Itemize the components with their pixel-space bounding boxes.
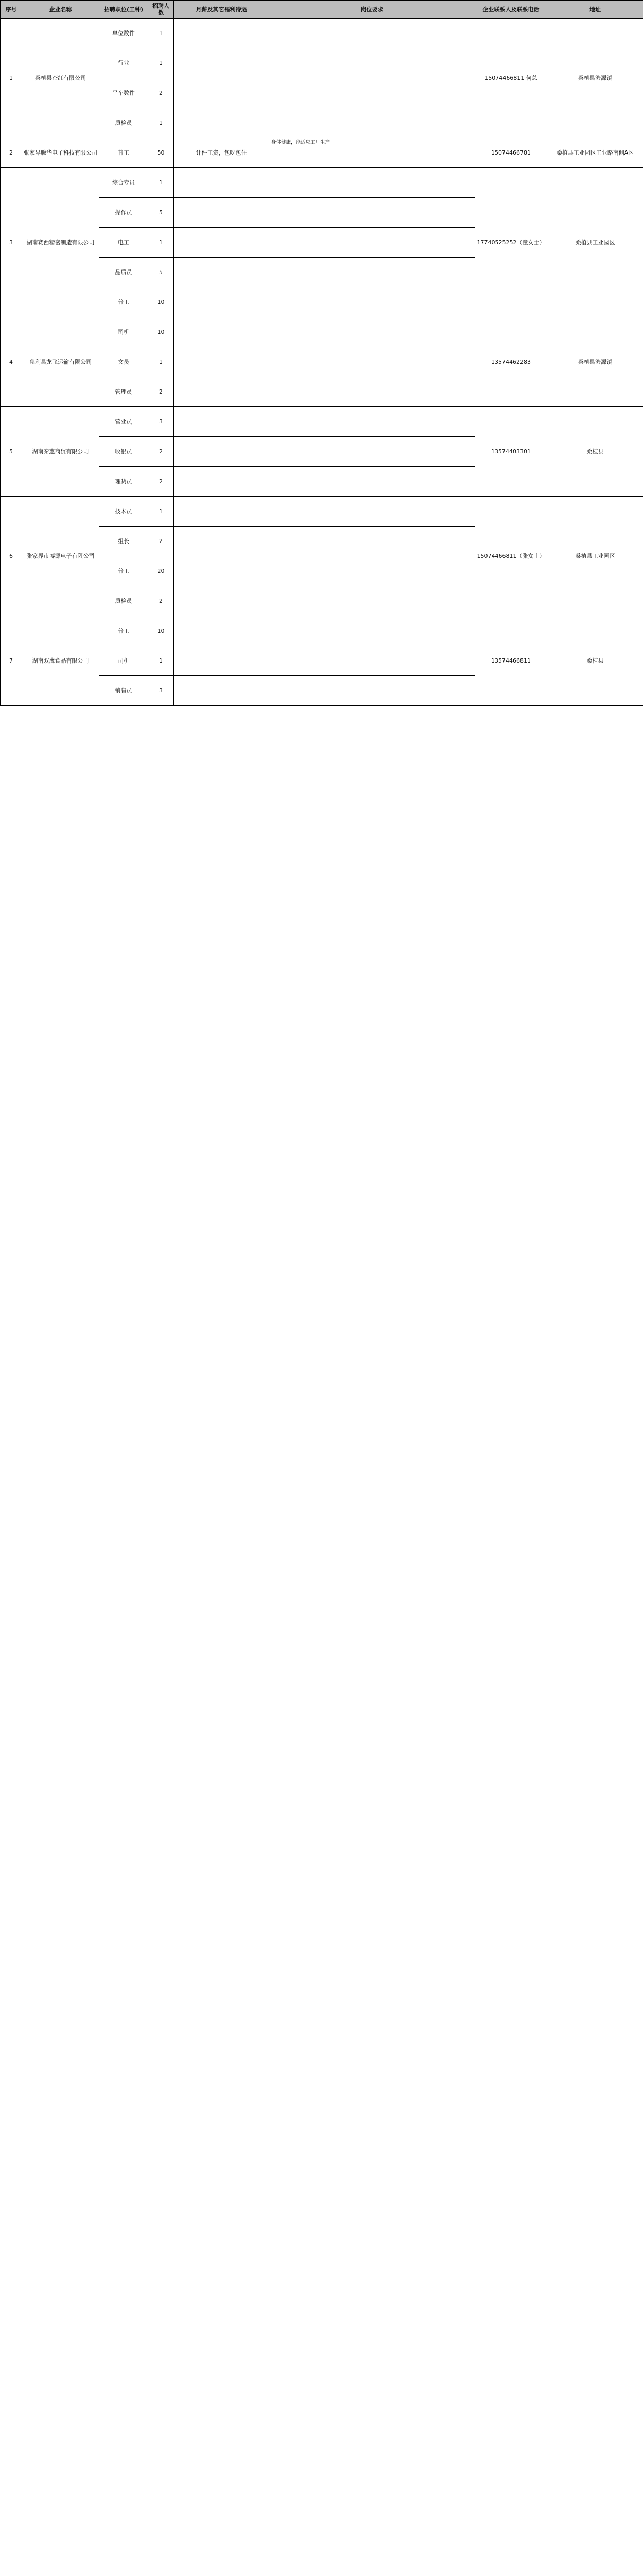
job-requirements [269, 527, 475, 556]
company-name: 湖南赛西精密制造有限公司 [22, 168, 99, 317]
job-requirements [269, 586, 475, 616]
job-table [0, 0, 643, 706]
job-requirements [269, 556, 475, 586]
company-name: 张家界市博源电子有限公司 [22, 497, 99, 616]
company-no: 3 [1, 168, 22, 317]
company-name: 湖南双鹰食品有限公司 [22, 616, 99, 706]
job-position: 普工 [99, 556, 148, 586]
job-count: 2 [148, 377, 174, 407]
table-row [1, 317, 643, 347]
job-salary [174, 48, 269, 78]
company-no: 5 [1, 407, 22, 497]
job-salary [174, 437, 269, 467]
header-address: 地址 [547, 1, 643, 19]
job-position: 营业员 [99, 407, 148, 437]
company-address: 桑植县工业园区工业路南侧A区 [547, 138, 643, 168]
job-salary [174, 497, 269, 527]
company-name: 张家界腾华电子科技有限公司 [22, 138, 99, 168]
company-contact: 15074466781 [475, 138, 547, 168]
job-requirements [269, 407, 475, 437]
job-position: 管理员 [99, 377, 148, 407]
job-requirements [269, 616, 475, 646]
job-requirements [269, 48, 475, 78]
job-requirements [269, 317, 475, 347]
job-position: 行业 [99, 48, 148, 78]
company-address: 桑植县工业园区 [547, 168, 643, 317]
header-row [1, 1, 643, 19]
company-contact: 15074466811 何总 [475, 19, 547, 138]
job-salary [174, 78, 269, 108]
job-position: 理货员 [99, 467, 148, 497]
job-position: 单位数件 [99, 19, 148, 48]
job-count: 2 [148, 78, 174, 108]
job-salary [174, 108, 269, 138]
job-position: 品质员 [99, 258, 148, 287]
header-no: 序号 [1, 1, 22, 19]
header-count: 招聘人数 [148, 1, 174, 19]
job-salary [174, 168, 269, 198]
job-position: 质检员 [99, 108, 148, 138]
job-position: 组长 [99, 527, 148, 556]
company-contact: 13574462283 [475, 317, 547, 407]
job-count: 1 [148, 497, 174, 527]
job-requirements [269, 19, 475, 48]
company-contact: 17740525252（童女士） [475, 168, 547, 317]
header-position: 招聘职位(工种) [99, 1, 148, 19]
company-no: 7 [1, 616, 22, 706]
job-salary [174, 377, 269, 407]
company-no: 2 [1, 138, 22, 168]
job-count: 1 [148, 228, 174, 258]
table-row [1, 616, 643, 646]
job-requirements [269, 347, 475, 377]
job-count: 20 [148, 556, 174, 586]
job-requirements [269, 676, 475, 706]
job-count: 50 [148, 138, 174, 168]
job-count: 5 [148, 198, 174, 228]
header-requirements: 岗位要求 [269, 1, 475, 19]
job-count: 2 [148, 467, 174, 497]
job-position: 平车数件 [99, 78, 148, 108]
table-body [1, 19, 643, 706]
job-count: 1 [148, 108, 174, 138]
job-count: 2 [148, 527, 174, 556]
job-salary [174, 616, 269, 646]
job-requirements [269, 168, 475, 198]
job-position: 普工 [99, 616, 148, 646]
job-count: 10 [148, 317, 174, 347]
job-count: 5 [148, 258, 174, 287]
job-count: 1 [148, 347, 174, 377]
job-requirements [269, 377, 475, 407]
job-salary [174, 467, 269, 497]
job-position: 质检员 [99, 586, 148, 616]
job-requirements [269, 467, 475, 497]
job-count: 3 [148, 407, 174, 437]
job-position: 司机 [99, 317, 148, 347]
company-address: 桑植县澧源镇 [547, 19, 643, 138]
table-row [1, 138, 643, 168]
job-requirements [269, 228, 475, 258]
job-salary [174, 407, 269, 437]
company-contact: 13574466811 [475, 616, 547, 706]
job-position: 收银员 [99, 437, 148, 467]
job-count: 1 [148, 19, 174, 48]
company-address: 桑植县工业园区 [547, 497, 643, 616]
table-row [1, 407, 643, 437]
job-salary [174, 19, 269, 48]
company-address: 桑植县 [547, 407, 643, 497]
job-requirements [269, 258, 475, 287]
company-address: 桑植县 [547, 616, 643, 706]
job-salary [174, 258, 269, 287]
header-company: 企业名称 [22, 1, 99, 19]
job-salary [174, 228, 269, 258]
company-name: 慈利县龙飞运输有限公司 [22, 317, 99, 407]
table-row [1, 19, 643, 48]
job-count: 1 [148, 646, 174, 676]
company-no: 1 [1, 19, 22, 138]
job-position: 普工 [99, 287, 148, 317]
job-requirements [269, 437, 475, 467]
job-requirements [269, 646, 475, 676]
job-position: 综合专员 [99, 168, 148, 198]
job-count: 1 [148, 48, 174, 78]
job-position: 文员 [99, 347, 148, 377]
company-no: 4 [1, 317, 22, 407]
job-count: 10 [148, 616, 174, 646]
company-contact: 15074466811（张女士） [475, 497, 547, 616]
job-count: 10 [148, 287, 174, 317]
job-salary [174, 198, 269, 228]
company-no: 6 [1, 497, 22, 616]
job-salary [174, 287, 269, 317]
job-position: 操作员 [99, 198, 148, 228]
table-row [1, 497, 643, 527]
job-salary [174, 347, 269, 377]
job-salary [174, 527, 269, 556]
job-requirements: 身体健康，能适应工厂生产 [269, 138, 475, 168]
job-count: 3 [148, 676, 174, 706]
table-row [1, 168, 643, 198]
company-name: 桑植县苍红有限公司 [22, 19, 99, 138]
job-position: 司机 [99, 646, 148, 676]
job-count: 2 [148, 437, 174, 467]
header-salary: 月薪及其它福利待遇 [174, 1, 269, 19]
job-salary [174, 317, 269, 347]
company-name: 湖南秦惠商贸有限公司 [22, 407, 99, 497]
job-position: 技术员 [99, 497, 148, 527]
job-requirements [269, 108, 475, 138]
job-salary: 计件工资，包吃包住 [174, 138, 269, 168]
job-requirements [269, 287, 475, 317]
job-position: 普工 [99, 138, 148, 168]
job-requirements [269, 78, 475, 108]
job-position: 销售员 [99, 676, 148, 706]
job-salary [174, 556, 269, 586]
job-salary [174, 676, 269, 706]
job-requirements [269, 497, 475, 527]
job-count: 2 [148, 586, 174, 616]
company-address: 桑植县澧源镇 [547, 317, 643, 407]
job-position: 电工 [99, 228, 148, 258]
job-requirements [269, 198, 475, 228]
job-salary [174, 586, 269, 616]
job-count: 1 [148, 168, 174, 198]
header-contact: 企业联系人及联系电话 [475, 1, 547, 19]
company-contact: 13574403301 [475, 407, 547, 497]
job-salary [174, 646, 269, 676]
